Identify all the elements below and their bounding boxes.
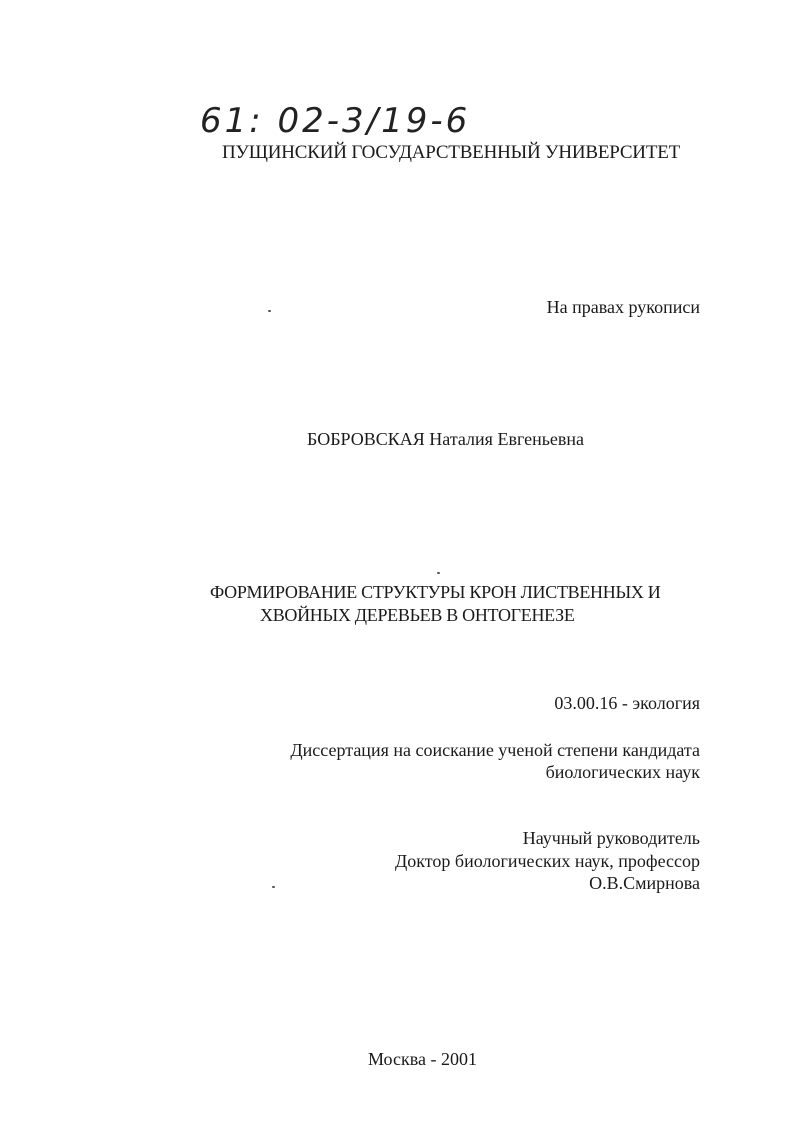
city-year: Москва - 2001 xyxy=(368,1049,477,1069)
supervisor-role: Научный руководитель xyxy=(522,828,700,848)
dissertation-degree-line-1: Диссертация на соискание ученой степени кандидата xyxy=(290,740,700,760)
manuscript-rights-label: На правах рукописи xyxy=(546,297,700,317)
university-name: ПУЩИНСКИЙ ГОСУДАРСТВЕННЫЙ УНИВЕРСИТЕТ xyxy=(222,142,681,163)
author-name: БОБРОВСКАЯ Наталия Евгеньевна xyxy=(307,429,585,449)
specialty-code: 03.00.16 - экология xyxy=(554,693,700,713)
handwritten-code-text: 61: 02-3/19-6 xyxy=(200,101,471,141)
dissertation-degree-line-2: биологических наук xyxy=(545,762,700,782)
scan-speck xyxy=(272,886,275,888)
supervisor-degree: Доктор биологических наук, профессор xyxy=(395,851,700,871)
dissertation-title-line-1: ФОРМИРОВАНИЕ СТРУКТУРЫ КРОН ЛИСТВЕННЫХ И xyxy=(210,582,661,602)
supervisor-name: О.В.Смирнова xyxy=(589,873,700,893)
dissertation-title-line-2: ХВОЙНЫХ ДЕРЕВЬЕВ В ОНТОГЕНЕЗЕ xyxy=(260,605,575,625)
scan-speck xyxy=(268,310,271,312)
scan-speck xyxy=(437,572,440,574)
